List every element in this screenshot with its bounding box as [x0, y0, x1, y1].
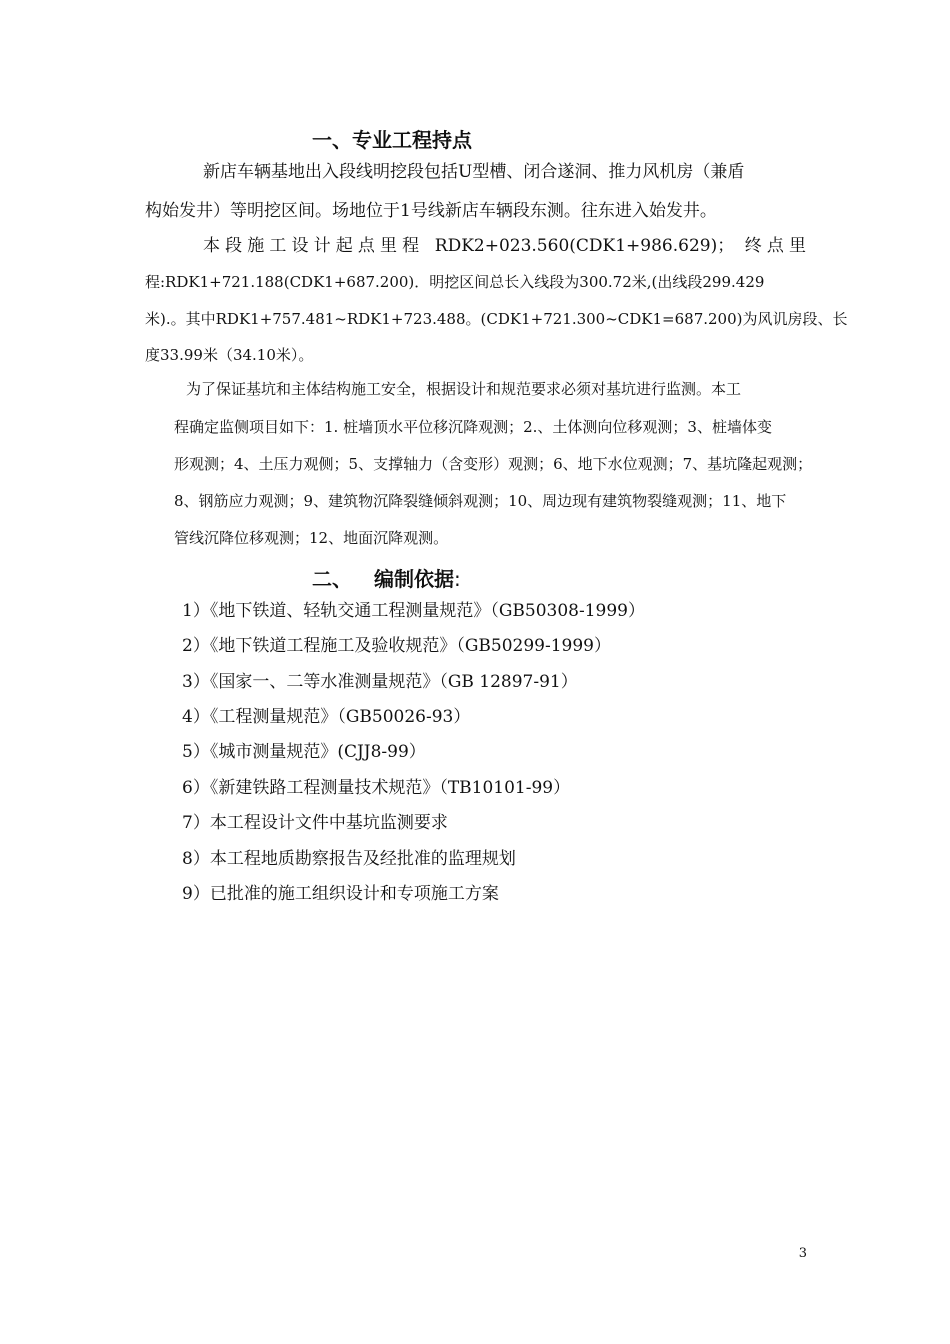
- section-heading-colon: :: [454, 567, 461, 591]
- list-item: 1）《地下铁道、轻轨交通工程测量规范》（GB50308-1999）: [182, 601, 645, 621]
- list-item: 8）本工程地质勘察报告及经批准的监理规划: [182, 849, 516, 869]
- section-heading-number: 二、: [312, 567, 352, 591]
- list-item: 5）《城市测量规范》(CJJ8-99）: [182, 742, 426, 762]
- list-item: 2）《地下铁道工程施工及验收规范》（GB50299-1999）: [182, 636, 611, 656]
- page-number: 3: [798, 1246, 807, 1261]
- section-heading-1: 一、专业工程持点: [312, 128, 472, 152]
- paragraph-line: 度33.99米（34.10米）。: [145, 346, 314, 364]
- paragraph-line: 程确定监侧项目如下：1. 桩墙顶水平位移沉降观测；2.、土体测向位移观测；3、桩墙体变: [174, 418, 772, 436]
- paragraph-line: 米).。其中RDK1+757.481~RDK1+723.488。(CDK1+721.300~CDK1=687.200)为风讥房段、长: [145, 310, 848, 328]
- list-item: 9）已批准的施工组织设计和专项施工方案: [182, 884, 499, 904]
- paragraph-line: 形观测；4、土压力观侧；5、支撑轴力（含变形）观测；6、地下水位观测；7、基坑隆起观测；: [174, 455, 813, 473]
- paragraph-line: 管线沉降位移观测；12、地面沉降观测。: [174, 529, 449, 547]
- section-heading-text: 编制依据: [374, 567, 454, 591]
- paragraph-line: 8、钢筋应力观测；9、建筑物沉降裂缝倾斜观测；10、周边现有建筑物裂缝观测；11、地下: [174, 492, 787, 510]
- section-heading-2: [312, 563, 461, 592]
- list-item: 6）《新建铁路工程测量技术规范》（TB10101-99）: [182, 778, 571, 798]
- paragraph-line: 本段施工设计起点里程 RDK2+023.560(CDK1+986.629)； 终点里: [203, 236, 806, 256]
- list-item: 3）《国家一、二等水准测量规范》（GB 12897-91）: [182, 672, 578, 692]
- list-item: 7）本工程设计文件中基坑监测要求: [182, 813, 448, 833]
- list-item: 4）《工程测量规范》（GB50026-93）: [182, 707, 471, 727]
- paragraph-line: 为了保证基坑和主体结构施工安全，根据设计和规范要求必须对基坑进行监测。本工: [186, 380, 742, 398]
- paragraph-line: 构始发井）等明挖区间。场地位于1号线新店车辆段东测。往东进入始发井。: [145, 201, 717, 221]
- paragraph-line: 程:RDK1+721.188(CDK1+687.200)．明挖区间总长入线段为300.72米,(出线段299.429: [145, 273, 765, 291]
- paragraph-line: 新店车辆基地出入段线明挖段包括U型槽、闭合遂洞、推力风机房（兼盾: [203, 162, 745, 182]
